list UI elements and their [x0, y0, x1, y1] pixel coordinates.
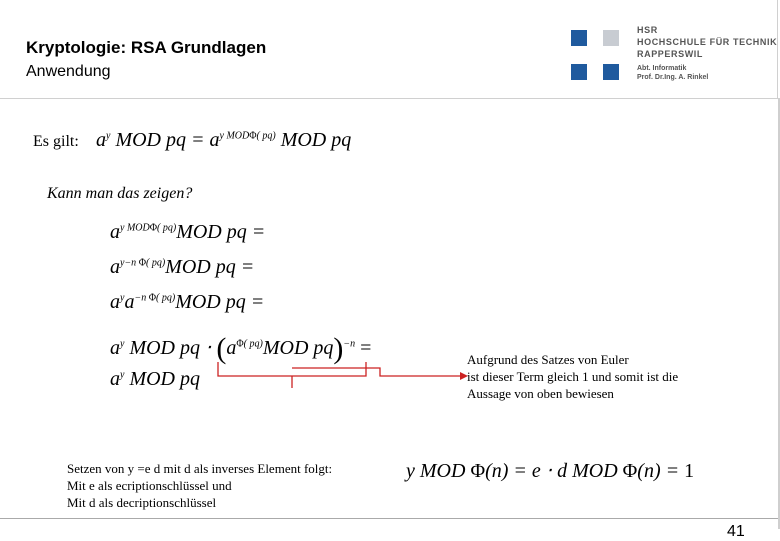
es-gilt-label: Es gilt: [33, 133, 79, 150]
page-number: 41 [727, 523, 745, 540]
explanation-line: Mit e als ecriptionschlüssel und [67, 478, 232, 493]
derivation-line-1: $a^{y MOD\Phi( pq)}MOD$ pq = [110, 221, 266, 243]
derivation-line-3: $a^ya^{-n \Phi( pq)}MOD$ pq = [110, 291, 265, 313]
logo-line: HSR [637, 25, 658, 35]
note-line: Aufgrund des Satzes von Euler [467, 352, 629, 367]
key-explanation [67, 460, 332, 511]
key-equation: y MOD Φ(n) = e ⋅ d MOD Φ(n) = 1 [406, 460, 695, 482]
note-line: Aussage von oben bewiesen [467, 386, 614, 401]
prof-label: Prof. Dr.Ing. A. Rinkel [637, 74, 709, 81]
main-equation: $a^y$ MOD pq = $a^{y MOD\Phi( pq)}$ MOD pq [96, 129, 352, 151]
note-line: ist dieser Term gleich 1 und somit ist die [467, 369, 679, 384]
footer-divider [0, 518, 780, 519]
slide-subtitle: Anwendung [26, 63, 111, 80]
euler-note [467, 351, 678, 402]
explanation-line: Setzen von y =e d mit d als inverses Element folgt: [67, 461, 333, 476]
derivation-line-5: $a^y$ MOD pq [110, 368, 200, 390]
logo-line: HOCHSCHULE FÜR TECHNIK [637, 37, 778, 47]
question-text: Kann man das zeigen? [47, 185, 193, 202]
slide-title: Kryptologie: RSA Grundlagen [26, 38, 267, 57]
explanation-line: Mit d als decriptionschlüssel [67, 495, 217, 510]
derivation-line-2: $a^{y-n \Phi( pq)}MOD$ pq = [110, 256, 255, 278]
derivation-line-4: $a^y$ MOD pq ⋅ ($a^{\Phi( pq)}MOD$ pq)$^{-n}$ = [110, 332, 372, 365]
dept-label: Abt. Informatik [637, 65, 687, 72]
logo-line: RAPPERSWIL [637, 49, 704, 59]
